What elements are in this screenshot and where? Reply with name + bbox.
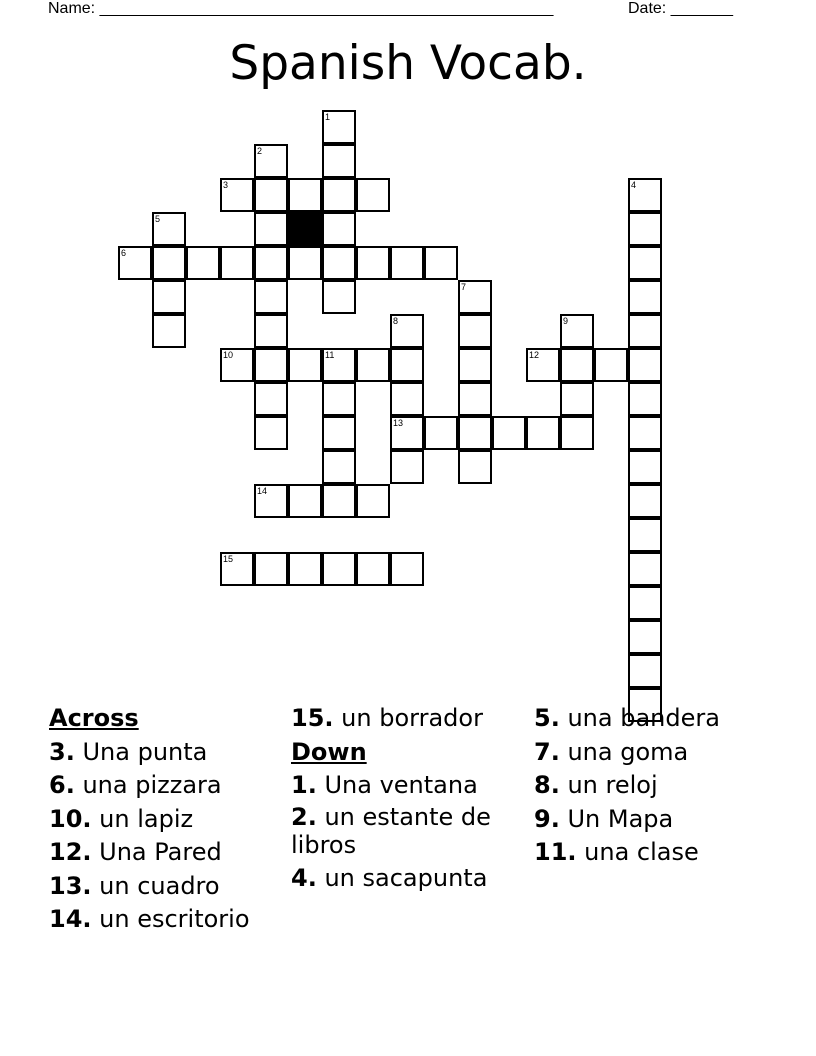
grid-cell[interactable] — [118, 246, 152, 280]
cell-number: 11 — [325, 350, 335, 360]
grid-cell[interactable] — [390, 382, 424, 416]
grid-cell[interactable] — [322, 450, 356, 484]
grid-cell[interactable] — [628, 586, 662, 620]
cell-number: 4 — [631, 180, 637, 190]
grid-cell[interactable] — [560, 348, 594, 382]
grid-cell[interactable] — [458, 450, 492, 484]
grid-cell[interactable] — [628, 518, 662, 552]
grid-cell[interactable] — [288, 348, 322, 382]
grid-cell[interactable] — [526, 416, 560, 450]
grid-cell[interactable] — [254, 382, 288, 416]
grid-cell[interactable] — [560, 314, 594, 348]
grid-cell[interactable] — [322, 246, 356, 280]
clues-column-1 — [49, 702, 284, 937]
grid-cell[interactable] — [152, 314, 186, 348]
grid-cell[interactable] — [322, 348, 356, 382]
grid-cell[interactable] — [356, 484, 390, 518]
clues-column-3 — [534, 702, 774, 870]
grid-cell[interactable] — [322, 382, 356, 416]
grid-cell[interactable] — [152, 212, 186, 246]
grid-cell[interactable] — [254, 246, 288, 280]
grid-cell[interactable] — [152, 246, 186, 280]
clue-across-13: 13. un cuadro — [49, 871, 220, 900]
grid-cell[interactable] — [458, 314, 492, 348]
name-field-label: Name: ___________________________________________________ — [48, 0, 554, 17]
grid-cell[interactable] — [458, 416, 492, 450]
grid-cell[interactable] — [390, 552, 424, 586]
grid-cell[interactable] — [322, 552, 356, 586]
grid-cell[interactable] — [628, 620, 662, 654]
grid-cell[interactable] — [390, 246, 424, 280]
grid-cell[interactable] — [628, 178, 662, 212]
clue-across-15: 15. un borrador — [291, 704, 483, 732]
cell-number: 10 — [223, 350, 234, 360]
cell-number: 9 — [563, 316, 569, 326]
grid-cell[interactable] — [322, 212, 356, 246]
grid-cell[interactable] — [628, 416, 662, 450]
grid-block — [288, 212, 322, 246]
clue-across-10: 10. un lapiz — [49, 804, 194, 833]
grid-cell[interactable] — [390, 314, 424, 348]
cell-number: 12 — [529, 350, 540, 360]
grid-cell[interactable] — [458, 348, 492, 382]
grid-cell[interactable] — [424, 246, 458, 280]
grid-cell[interactable] — [322, 484, 356, 518]
grid-cell[interactable] — [628, 348, 662, 382]
grid-cell[interactable] — [288, 178, 322, 212]
grid-cell[interactable] — [254, 178, 288, 212]
clue-across-14: 14. un escritorio — [49, 905, 250, 933]
clue-across-3: 3. Una punta — [49, 737, 208, 766]
grid-cell[interactable] — [628, 246, 662, 280]
grid-cell[interactable] — [288, 552, 322, 586]
grid-cell[interactable] — [220, 246, 254, 280]
down-heading: Down — [291, 737, 367, 766]
clue-across-12: 12. Una Pared — [49, 838, 222, 866]
grid-cell[interactable] — [322, 178, 356, 212]
grid-cell[interactable] — [322, 416, 356, 450]
cell-number: 15 — [223, 554, 234, 564]
grid-cell[interactable] — [526, 348, 560, 382]
clue-down-7: 7. una goma — [534, 737, 689, 766]
grid-cell[interactable] — [458, 280, 492, 314]
grid-cell[interactable] — [254, 280, 288, 314]
date-field-label: Date: _______ — [628, 0, 733, 17]
grid-cell[interactable] — [186, 246, 220, 280]
grid-cell[interactable] — [322, 280, 356, 314]
cell-number: 3 — [223, 180, 229, 190]
grid-cell[interactable] — [220, 552, 254, 586]
grid-cell[interactable] — [254, 144, 288, 178]
grid-cell[interactable] — [288, 246, 322, 280]
grid-cell[interactable] — [356, 178, 390, 212]
grid-cell[interactable] — [628, 484, 662, 518]
clues-column-2 — [291, 702, 526, 898]
grid-cell[interactable] — [356, 552, 390, 586]
clue-down-8: 8. un reloj — [534, 771, 658, 799]
grid-cell[interactable] — [560, 416, 594, 450]
grid-cell[interactable] — [628, 212, 662, 246]
grid-cell[interactable] — [458, 382, 492, 416]
grid-cell[interactable] — [628, 654, 662, 688]
grid-cell[interactable] — [322, 144, 356, 178]
clue-down-2: 2. un estante de libros — [291, 802, 491, 859]
grid-cell[interactable] — [628, 382, 662, 416]
grid-cell[interactable] — [322, 110, 356, 144]
grid-cell[interactable] — [390, 416, 424, 450]
grid-cell[interactable] — [254, 314, 288, 348]
grid-cell[interactable] — [628, 280, 662, 314]
page-title: Spanish Vocab. — [229, 36, 587, 91]
grid-cell[interactable] — [254, 416, 288, 450]
grid-cell[interactable] — [254, 212, 288, 246]
grid-cell[interactable] — [560, 382, 594, 416]
clue-across-6: 6. una pizzara — [49, 771, 222, 799]
clue-down-5: 5. una bandera — [534, 704, 720, 732]
cell-number: 14 — [257, 486, 268, 496]
grid-cell[interactable] — [254, 484, 288, 518]
grid-cell[interactable] — [220, 348, 254, 382]
grid-cell[interactable] — [424, 416, 458, 450]
across-heading: Across — [49, 704, 139, 732]
clue-down-9: 9. Un Mapa — [534, 804, 674, 833]
cell-number: 7 — [461, 282, 467, 292]
grid-cell[interactable] — [594, 348, 628, 382]
clue-down-4: 4. un sacapunta — [291, 864, 488, 892]
cell-number: 13 — [393, 418, 404, 428]
grid-cell[interactable] — [356, 246, 390, 280]
grid-cell[interactable] — [220, 178, 254, 212]
grid-cell[interactable] — [254, 348, 288, 382]
clue-down-1: 1. Una ventana — [291, 771, 478, 799]
grid-cell[interactable] — [628, 552, 662, 586]
cell-number: 2 — [257, 146, 263, 156]
cell-number: 8 — [393, 316, 399, 326]
cell-number: 6 — [121, 248, 127, 258]
clue-down-11: 11. una clase — [534, 838, 699, 866]
grid-cell[interactable] — [254, 552, 288, 586]
grid-cell[interactable] — [390, 450, 424, 484]
grid-cell[interactable] — [628, 450, 662, 484]
grid-cell[interactable] — [628, 314, 662, 348]
grid-cell[interactable] — [492, 416, 526, 450]
grid-cell[interactable] — [356, 348, 390, 382]
cell-number: 1 — [325, 112, 331, 122]
grid-cell[interactable] — [390, 348, 424, 382]
grid-cell[interactable] — [152, 280, 186, 314]
cell-number: 5 — [155, 214, 161, 224]
grid-cell[interactable] — [288, 484, 322, 518]
